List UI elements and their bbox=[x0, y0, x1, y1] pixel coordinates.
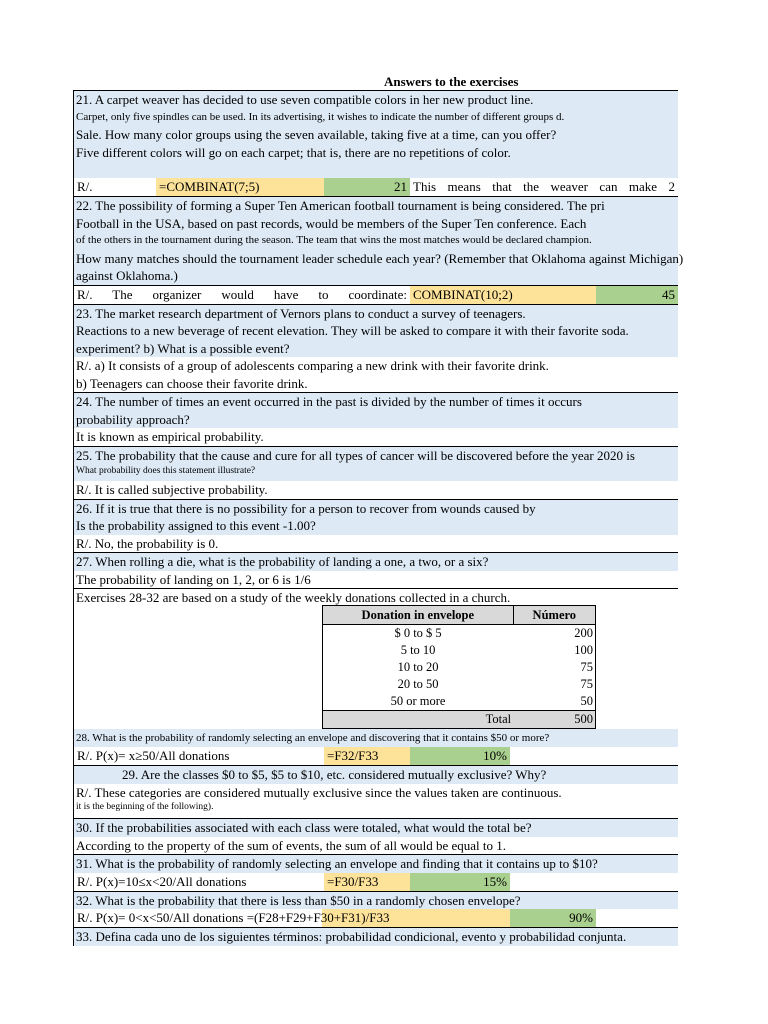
table-row bbox=[323, 676, 596, 693]
answer-line: According to the property of the sum of events, the sum of all would be equal to 1. bbox=[76, 837, 506, 853]
answer-line: R/. a) It consists of a group of adolescents comparing a new drink with their favorite drink. bbox=[76, 358, 549, 373]
answer-line: R/. These categories are considered mutually exclusive since the values taken are continuous. bbox=[76, 784, 562, 800]
answer-line: it is the beginning of the following). bbox=[76, 802, 214, 812]
question-22 bbox=[74, 196, 684, 304]
total-row bbox=[323, 711, 596, 729]
question-30 bbox=[74, 818, 678, 854]
question-line: against Oklahoma.) bbox=[74, 267, 678, 285]
question-line: Carpet, only five spindles can be used. In its advertising, it wishes to indicate the number of different groups d. bbox=[74, 109, 678, 127]
question-31 bbox=[74, 854, 678, 891]
question-line: 24. The number of times an event occurred in the past is divided by the number of times it occurs bbox=[74, 393, 678, 411]
question-26 bbox=[74, 499, 678, 553]
table-row bbox=[323, 693, 596, 711]
donation-count: 75 bbox=[513, 676, 595, 693]
question-25 bbox=[74, 446, 678, 499]
question-32 bbox=[74, 891, 678, 928]
question-line: 26. If it is true that there is no possibility for a person to recover from wounds caused by bbox=[74, 500, 678, 518]
question-line: Five different colors will go on each carpet; that is, there are no repetitions of color. bbox=[74, 144, 678, 162]
question-line: How many matches should the tournament leader schedule each year? (Remember that Oklahoma against Michigan) bbox=[76, 250, 684, 266]
answer-label: R/. bbox=[77, 179, 93, 194]
question-line: Reactions to a new beverage of recent elevation. They will be asked to compare it with their favorite soda. bbox=[74, 322, 678, 340]
answer-text: R/. P(x)=10≤x<20/All donations bbox=[77, 873, 247, 889]
column-header-donation: Donation in envelope bbox=[323, 606, 514, 625]
donation-count: 50 bbox=[513, 693, 595, 711]
donation-table bbox=[322, 605, 596, 729]
result-cell[interactable]: 21 bbox=[324, 178, 410, 196]
question-line: 32. What is the probability that there is less than $50 in a randomly chosen envelope? bbox=[74, 892, 678, 910]
page-title: Answers to the exercises bbox=[384, 74, 519, 89]
total-label: Total bbox=[323, 711, 514, 729]
question-28 bbox=[74, 729, 678, 765]
answer-line: The probability of landing on 1, 2, or 6 is 1/6 bbox=[76, 571, 311, 587]
answer-line: b) Teenagers can choose their favorite drink. bbox=[76, 375, 308, 391]
formula-cell[interactable]: =COMBINAT(7;5) bbox=[156, 178, 324, 196]
answer-row-22 bbox=[74, 285, 678, 304]
question-line: experiment? b) What is a possible event? bbox=[74, 340, 678, 358]
question-line: 31. What is the probability of randomly selecting an envelope and finding that it contains up to $10? bbox=[74, 855, 678, 873]
question-27 bbox=[74, 552, 678, 588]
blank-row bbox=[74, 161, 678, 178]
result-cell[interactable]: 45 bbox=[596, 286, 678, 304]
question-23 bbox=[74, 304, 678, 393]
answer-text: R/. P(x)= 0<x<50/All donations =(F28+F29+F30+F31)/F33 bbox=[77, 910, 390, 925]
formula-cell[interactable]: =F32/F33 bbox=[324, 747, 410, 765]
answer-row-32 bbox=[74, 909, 678, 927]
question-line: 30. If the probabilities associated with each class were totaled, what would the total be? bbox=[74, 819, 678, 837]
result-cell[interactable]: 90% bbox=[510, 909, 596, 927]
donation-range: 5 to 10 bbox=[323, 642, 514, 659]
question-29 bbox=[74, 765, 678, 818]
table-row bbox=[323, 659, 596, 676]
question-line: probability approach? bbox=[74, 411, 678, 429]
answer-row-21 bbox=[74, 178, 678, 196]
question-line: Sale. How many color groups using the seven available, taking five at a time, can you offer? bbox=[74, 126, 678, 144]
donation-count: 200 bbox=[513, 625, 595, 643]
donation-count: 75 bbox=[513, 659, 595, 676]
question-24 bbox=[74, 392, 678, 446]
donation-range: 10 to 20 bbox=[323, 659, 514, 676]
question-line: 33. Defina cada uno de los siguientes términos: probabilidad condicional, evento y probabilidad conjunta. bbox=[74, 928, 678, 946]
formula-cell[interactable]: =F30/F33 bbox=[324, 873, 410, 891]
donation-range: 20 to 50 bbox=[323, 676, 514, 693]
result-cell[interactable]: 10% bbox=[410, 747, 510, 765]
total-value: 500 bbox=[513, 711, 595, 729]
answer-text: R/. The organizer would have to coordinate: bbox=[77, 286, 407, 302]
table-row bbox=[323, 625, 596, 643]
donation-count: 100 bbox=[513, 642, 595, 659]
question-line: What probability does this statement illustrate? bbox=[74, 464, 678, 481]
question-line: 21. A carpet weaver has decided to use seven compatible colors in her new product line. bbox=[74, 91, 678, 109]
question-line: of the others in the tournament during the season. The team that wins the most matches would be declared champion. bbox=[74, 232, 678, 250]
question-33 bbox=[74, 927, 678, 946]
result-cell[interactable]: 15% bbox=[410, 873, 510, 891]
exercises-intro: Exercises 28-32 are based on a study of the weekly donations collected in a church. bbox=[76, 590, 511, 605]
question-line: 22. The possibility of forming a Super Ten American football tournament is being considered. The pri bbox=[74, 197, 678, 215]
table-row bbox=[323, 642, 596, 659]
question-line: Football in the USA, based on past records, would be members of the Super Ten conference. Each bbox=[74, 215, 678, 233]
question-line: 27. When rolling a die, what is the probability of landing a one, a two, or a six? bbox=[74, 553, 678, 571]
answer-line: R/. No, the probability is 0. bbox=[76, 535, 219, 551]
worksheet bbox=[74, 90, 684, 946]
question-line: Is the probability assigned to this event -1.00? bbox=[74, 517, 678, 535]
answer-row-31 bbox=[74, 873, 678, 891]
answer-row-28 bbox=[74, 747, 678, 765]
column-header-numero: Número bbox=[513, 606, 595, 625]
question-line: 29. Are the classes $0 to $5, $5 to $10, etc. considered mutually exclusive? Why? bbox=[74, 766, 678, 784]
question-line: 23. The market research department of Vernors plans to conduct a survey of teenagers. bbox=[74, 305, 678, 323]
formula-cell[interactable]: COMBINAT(10;2) bbox=[410, 286, 596, 304]
question-21 bbox=[74, 90, 678, 196]
donation-range: 50 or more bbox=[323, 693, 514, 711]
donation-range: $ 0 to $ 5 bbox=[323, 625, 514, 643]
question-line: 28. What is the probability of randomly selecting an envelope and discovering that it contains $50 or more? bbox=[74, 729, 678, 747]
answer-note: This means that the weaver can make 2 bbox=[413, 179, 675, 194]
donation-study bbox=[74, 588, 678, 729]
question-line: 25. The probability that the cause and cure for all types of cancer will be discovered before the year 2020 is bbox=[74, 447, 678, 465]
sheet-left-border bbox=[73, 90, 74, 946]
answer-line: R/. It is called subjective probability. bbox=[76, 482, 268, 497]
answer-text: R/. P(x)= x≥50/All donations bbox=[77, 748, 230, 763]
answer-line: It is known as empirical probability. bbox=[76, 429, 264, 444]
